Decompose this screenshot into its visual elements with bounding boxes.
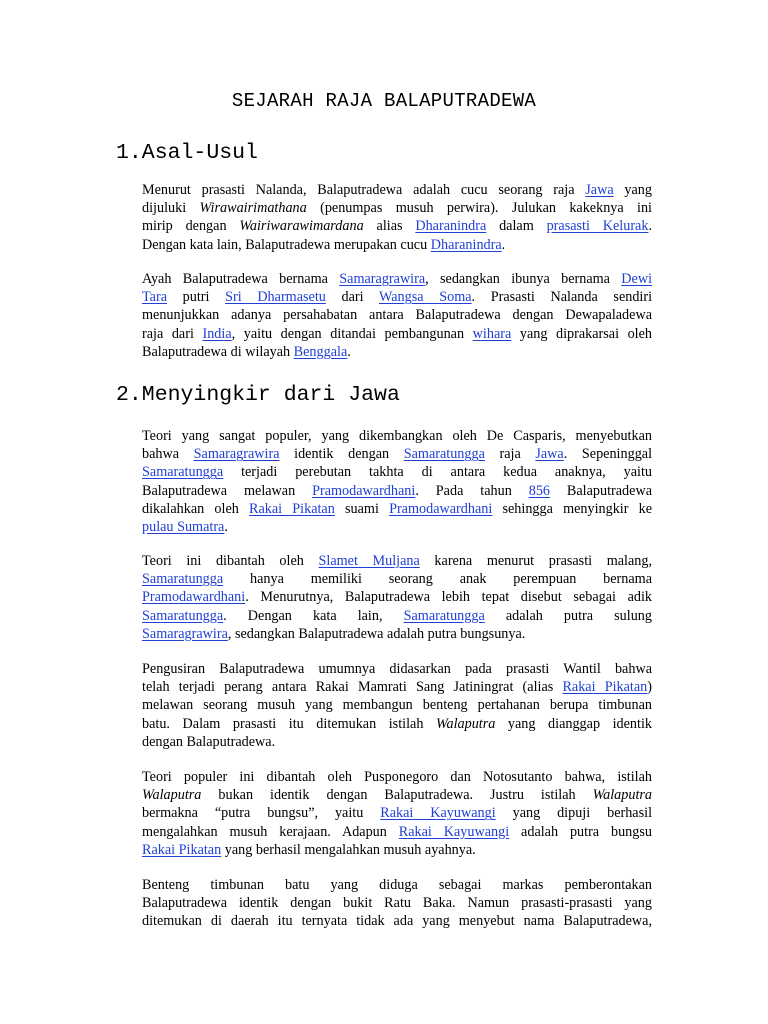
- text: dari: [341, 289, 364, 306]
- link-dharanindra[interactable]: Dharanindra: [415, 218, 487, 235]
- text: . Sepeninggal: [563, 446, 653, 463]
- text: mengalahkan musuh kerajaan. Adapun: [142, 823, 387, 840]
- text: . Menurutnya, Balaputradewa lebih tepat disebut sebagai adik: [245, 589, 652, 606]
- text: Balaputradewa melawan: [142, 482, 296, 499]
- link-samaratungga[interactable]: Samaratungga: [142, 607, 224, 624]
- text: Menurut prasasti Nalanda, Balaputradewa adalah cucu seorang raja: [142, 182, 575, 198]
- text: terjadi perebutan takhta di antara kedua anaknya, yaitu: [241, 464, 652, 481]
- text: Balaputradewa di wilayah: [142, 343, 291, 360]
- text-line: [142, 625, 652, 643]
- text: .: [648, 218, 652, 235]
- section-heading-menyingkir: 2.Menyingkir dari Jawa: [116, 383, 400, 407]
- italic-term: Walaputra: [142, 787, 202, 804]
- paragraph-menyingkir-5: [142, 876, 652, 931]
- text-line: [142, 445, 652, 463]
- link-wihara[interactable]: wihara: [472, 325, 512, 342]
- text: suami: [345, 500, 379, 517]
- link-rakai-pikatan[interactable]: Rakai Pikatan: [562, 679, 648, 696]
- link-jawa[interactable]: Jawa: [585, 182, 614, 198]
- text: Balaputradewa: [566, 482, 652, 499]
- text-line: [142, 678, 652, 696]
- link-slamet-muljana[interactable]: Slamet Muljana: [318, 553, 420, 569]
- text-line: [142, 199, 652, 217]
- text: yang dianggap identik: [507, 715, 652, 732]
- link-dewi-tara[interactable]: Tara: [142, 289, 167, 306]
- link-rakai-kayuwangi[interactable]: Rakai Kayuwangi: [398, 823, 510, 840]
- italic-term: Walaputra: [592, 787, 652, 804]
- text: . Pada tahun: [415, 482, 512, 499]
- text-line: [142, 181, 652, 199]
- link-samaratungga[interactable]: Samaratungga: [403, 607, 485, 624]
- paragraph-menyingkir-2: [142, 552, 652, 643]
- link-pulau-sumatra[interactable]: pulau Sumatra: [142, 518, 225, 535]
- link-benggala[interactable]: Benggala: [293, 343, 348, 360]
- link-samaratungga[interactable]: Samaratungga: [403, 446, 485, 463]
- text: identik dengan: [294, 446, 390, 463]
- text: Benteng timbunan batu yang diduga sebagai markas pemberontakan: [142, 877, 652, 893]
- document-title: SEJARAH RAJA BALAPUTRADEWA: [231, 90, 537, 112]
- text: bermakna “putra bungsu”, yaitu: [142, 805, 364, 822]
- text-line: [142, 876, 652, 894]
- text: menunjukkan adanya persahabatan antara Balaputradewa dengan Dewapaladewa: [142, 307, 652, 324]
- text: , yaitu dengan ditandai pembangunan: [231, 325, 465, 342]
- link-prasasti-kelurak[interactable]: prasasti Kelurak: [546, 218, 649, 235]
- link-pramodawardhani[interactable]: Pramodawardhani: [389, 500, 493, 517]
- link-rakai-kayuwangi[interactable]: Rakai Kayuwangi: [380, 805, 496, 822]
- text: karena menurut prasasti malang,: [434, 553, 653, 569]
- text-line: [142, 217, 652, 235]
- text-line: [142, 343, 652, 361]
- text: dijuluki: [142, 200, 187, 217]
- paragraph-menyingkir-4: [142, 768, 652, 859]
- link-rakai-pikatan[interactable]: Rakai Pikatan: [249, 500, 335, 517]
- text-line: [142, 660, 652, 678]
- text-line: [142, 804, 652, 822]
- text-line: [142, 715, 652, 733]
- text-line: [142, 325, 652, 343]
- text: adalah putra bungsu: [521, 823, 652, 840]
- text: mirip dengan: [142, 218, 227, 235]
- link-dharanindra[interactable]: Dharanindra: [430, 236, 502, 253]
- link-india[interactable]: India: [202, 325, 232, 342]
- text: batu. Dalam prasasti itu ditemukan istilah: [142, 715, 424, 732]
- link-samaratungga[interactable]: Samaratungga: [142, 464, 224, 481]
- text: Teori populer ini dibantah oleh Pusponegoro dan Notosutanto bahwa, istilah: [142, 769, 652, 785]
- link-samaratungga[interactable]: Samaratungga: [142, 571, 224, 588]
- text: yang dipuji berhasil: [512, 805, 653, 822]
- link-pramodawardhani[interactable]: Pramodawardhani: [312, 482, 416, 499]
- text: alias: [376, 218, 403, 235]
- link-dewi-tara[interactable]: Dewi: [621, 271, 653, 287]
- text: . Dengan kata lain,: [223, 607, 383, 624]
- link-sri-dharmasetu[interactable]: Sri Dharmasetu: [225, 289, 326, 306]
- text: melawan seorang musuh yang membangun benteng pertahanan berupa timbunan: [142, 697, 652, 714]
- paragraph-menyingkir-3: [142, 660, 652, 751]
- text-line: [142, 607, 652, 625]
- text-line: [142, 463, 652, 481]
- paragraph-asal-usul-1: [142, 181, 652, 254]
- italic-term: Wirawairimathana: [199, 200, 307, 217]
- link-wangsa-soma[interactable]: Wangsa Soma: [379, 289, 472, 306]
- text-line: [142, 270, 652, 288]
- paragraph-menyingkir-1: [142, 427, 652, 536]
- text: , sedangkan Balaputradewa adalah putra bungsunya.: [227, 625, 526, 642]
- text: ): [647, 679, 652, 696]
- text-line: [142, 912, 652, 930]
- text: Teori yang sangat populer, yang dikembangkan oleh De Casparis, menyebutkan: [142, 428, 652, 444]
- text: bahwa: [142, 446, 180, 463]
- text: yang: [624, 182, 652, 198]
- text-line: [142, 427, 652, 445]
- text-line: [142, 733, 652, 751]
- section-heading-asal-usul: 1.Asal-Usul: [116, 141, 258, 165]
- text: adalah putra sulung: [505, 607, 652, 624]
- text-line: [142, 786, 652, 804]
- text: Ayah Balaputradewa bernama: [142, 271, 328, 287]
- text: telah terjadi perang antara Rakai Mamrati Sang Jatiningrat (alias: [142, 679, 554, 696]
- text-line: [142, 841, 652, 859]
- text-line: [142, 570, 652, 588]
- text-line: [142, 823, 652, 841]
- link-samaragrawira[interactable]: Samaragrawira: [142, 625, 228, 642]
- link-pramodawardhani[interactable]: Pramodawardhani: [142, 589, 246, 606]
- text-line: [142, 288, 652, 306]
- text: raja: [499, 446, 521, 463]
- text: Pengusiran Balaputradewa umumnya didasarkan pada prasasti Wantil bahwa: [142, 661, 652, 677]
- text: .: [224, 518, 228, 535]
- link-856[interactable]: 856: [528, 482, 550, 499]
- text: Teori ini dibantah oleh: [142, 553, 304, 569]
- link-samaragrawira[interactable]: Samaragrawira: [193, 446, 280, 463]
- text: .: [347, 343, 351, 360]
- paragraph-asal-usul-2: [142, 270, 652, 361]
- text-line: [142, 696, 652, 714]
- text: yang berhasil mengalahkan musuh ayahnya.: [224, 841, 476, 858]
- link-samaragrawira[interactable]: Samaragrawira: [339, 271, 426, 287]
- text: dengan Balaputradewa.: [142, 733, 276, 750]
- text: Dengan kata lain, Balaputradewa merupakan cucu: [142, 236, 428, 253]
- text-line: [142, 500, 652, 518]
- text: .: [501, 236, 506, 253]
- text-line: [142, 894, 652, 912]
- italic-term: Walaputra: [435, 715, 496, 732]
- text: . Prasasti Nalanda sendiri: [471, 289, 653, 306]
- text: raja dari: [142, 325, 194, 342]
- link-jawa[interactable]: Jawa: [535, 446, 564, 463]
- text-line: [142, 482, 652, 500]
- text: dikalahkan oleh: [142, 500, 239, 517]
- text-line: [142, 588, 652, 606]
- italic-term: Wairiwarawimardana: [239, 218, 364, 235]
- text: yang diprakarsai oleh: [519, 325, 653, 342]
- text: putri: [182, 289, 210, 306]
- text: (penumpas musuh perwira). Julukan kakeknya ini: [320, 200, 653, 217]
- text-line: [142, 768, 652, 786]
- text: ditemukan di daerah itu ternyata tidak ada yang menyebut nama Balaputradewa,: [142, 913, 652, 930]
- text-line: [142, 306, 652, 324]
- text: hanya memiliki seorang anak perempuan bernama: [249, 571, 652, 588]
- text-line: [142, 236, 652, 254]
- link-rakai-pikatan[interactable]: Rakai Pikatan: [142, 841, 222, 858]
- text: Balaputradewa identik dengan bukit Ratu Baka. Namun prasasti-prasasti yang: [142, 895, 652, 912]
- text-line: [142, 552, 652, 570]
- text: sehingga menyingkir ke: [502, 500, 653, 517]
- text: , sedangkan ibunya bernama: [425, 271, 610, 287]
- text-line: [142, 518, 652, 536]
- text: bukan identik dengan Balaputradewa. Justru istilah: [218, 787, 576, 804]
- text: dalam: [499, 218, 534, 235]
